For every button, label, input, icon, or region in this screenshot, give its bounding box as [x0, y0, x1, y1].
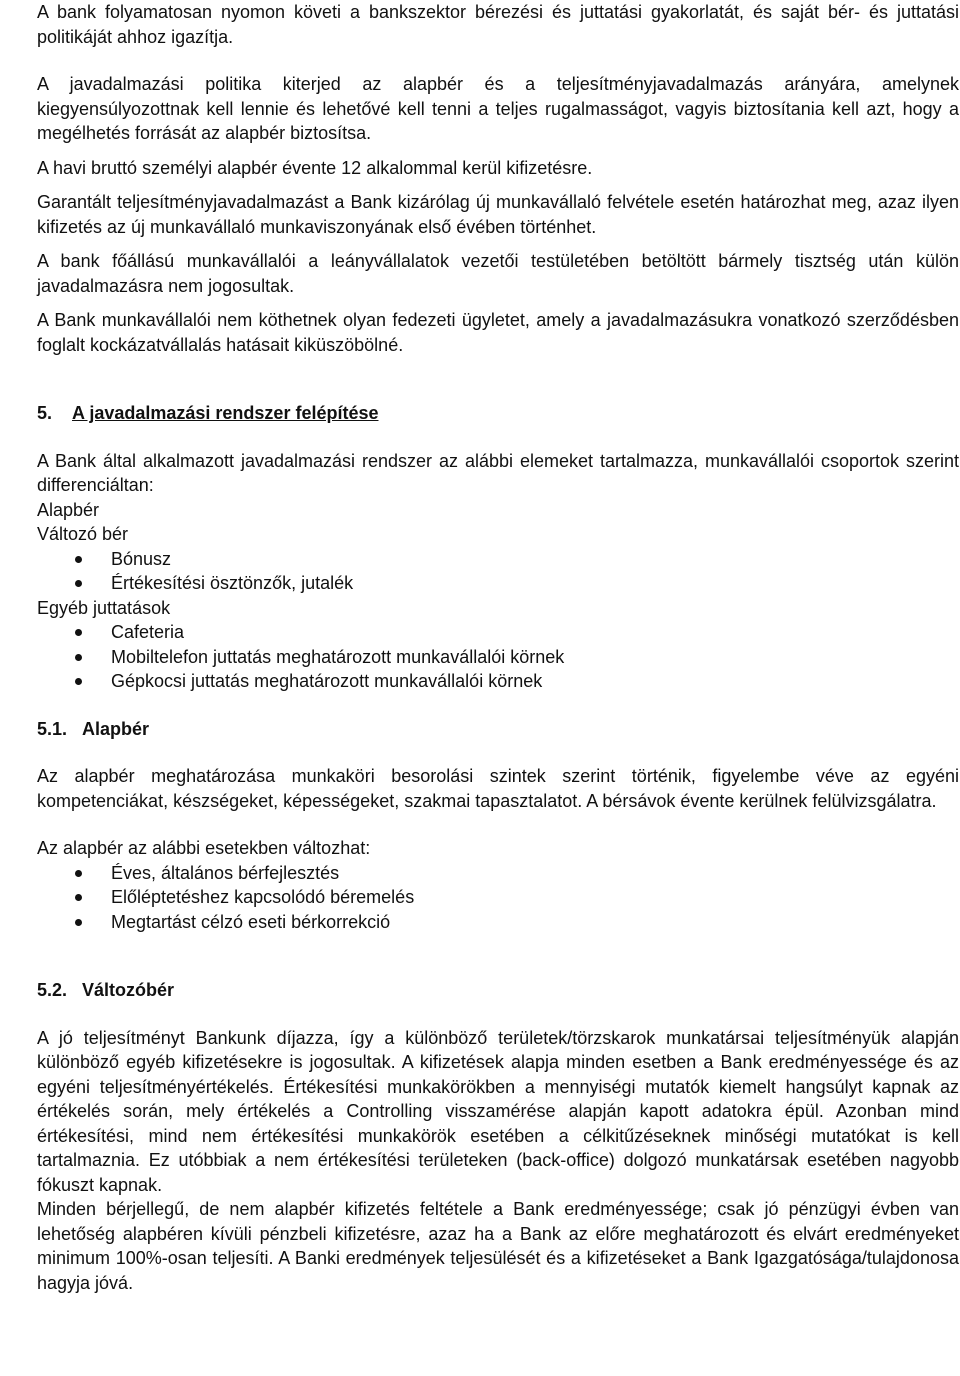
paragraph: Az alapbér meghatározása munkaköri besorolási szintek szerint történik, figyelembe véve az egyéni kompetenciákat, készségeket, képességeket, szakmai tapasztalatot. A bérsávok évente kerülnek felülvizsgálatra.: [37, 766, 959, 811]
paragraph: A jó teljesítményt Bankunk díjazza, így a különböző területek/törzskarok munkatársai teljesítményük alapján különböző egyéb kifizetésekre is jogosultak. A kifizetések alapja minden esetben a Bank eredményessége és az egyéni teljesítményértékelés. Értékesítési munkakörökben a mennyiségi mutatók kiemelt hangsúlyt kapnak az értékelés során, mely értékelés a Controlling visszamérése alapján kapott adatokra épül. Azonban mind értékesítési, mind nem értékesítési munkakörök esetében a célkitűzéseknek minőségi mutatókat is kell tartalmaznia. Ez utóbbiak a nem értékesítési területeken (back-office) dolgozó munkatársak esetében nagyobb fókuszt kapnak.: [37, 1027, 959, 1195]
paragraph: A javadalmazási politika kiterjed az alapbér és a teljesítményjavadalmazás arányára, amelynek kiegyensúlyozottnak kell lennie és lehetővé kell tenni a teljes rugalmasságot, vagyis biztosítania kell azt, hogy a megélhetés forrását az alapbér biztosítsa.: [37, 74, 959, 143]
paragraph: Minden bérjellegű, de nem alapbér kifizetés feltétele a Bank eredményessége; csak jó pénzügyi évben van lehetőség alapbéren kívüli pénzbeli kifizetésre, azaz ha a Bank az előre meghatározott és elvárt eredményeket minimum 100%-osan teljesíti. A Banki eredmények teljesülését és a kifizetéseket a Bank Igazgatósága/tulajdonosa hagyja jóvá.: [37, 1199, 959, 1293]
list-item: Előléptetéshez kapcsolódó béremelés: [37, 885, 959, 910]
paragraph: A Bank munkavállalói nem köthetnek olyan fedezeti ügyletet, amely a javadalmazásukra vonatkozó szerződésben foglalt kockázatvállalás hatásait kiküszöbölné.: [37, 310, 959, 355]
paragraph: A bank főállású munkavállalói a leányvállalatok vezetői testületében betöltött bármely tisztség után külön javadalmazásra nem jogosultak.: [37, 251, 959, 296]
list-item: Éves, általános bérfejlesztés: [37, 861, 959, 886]
section-title: Alapbér: [82, 718, 150, 739]
section-number: 5.2.: [37, 980, 68, 1000]
bullet-list: [37, 547, 959, 596]
section-5-2-heading: [37, 978, 959, 1003]
section-5-heading: [37, 401, 959, 426]
section-5-1-heading: [37, 717, 959, 742]
list-item: Gépkocsi juttatás meghatározott munkavállalói körnek: [37, 669, 959, 694]
list-item: Bónusz: [37, 547, 959, 572]
paragraph: A havi bruttó személyi alapbér évente 12 alkalommal kerül kifizetésre.: [37, 157, 593, 178]
list-heading: Változó bér: [37, 524, 129, 544]
list-item: Cafeteria: [37, 620, 959, 645]
bullet-list: [37, 861, 959, 935]
list-item: Mobiltelefon juttatás meghatározott munkavállalói körnek: [37, 645, 959, 670]
section-title: A javadalmazási rendszer felépítése: [72, 403, 379, 423]
list-item: Megtartást célzó eseti bérkorrekció: [37, 910, 959, 935]
section-number: 5.1.: [37, 718, 68, 739]
list-intro: Az alapbér az alábbi esetekben változhat:: [37, 838, 371, 858]
bullet-list: [37, 620, 959, 694]
list-heading: Alapbér: [37, 499, 100, 520]
section-title: Változóbér: [82, 980, 175, 1000]
section-number: 5.: [37, 403, 53, 423]
document-page: [37, 0, 959, 1295]
section-intro: A Bank által alkalmazott javadalmazási rendszer az alábbi elemeket tartalmazza, munkavállalói csoportok szerint differenciáltan:: [37, 450, 959, 495]
list-item: Értékesítési ösztönzők, jutalék: [37, 571, 959, 596]
list-heading: Egyéb juttatások: [37, 597, 171, 618]
paragraph: Garantált teljesítményjavadalmazást a Bank kizárólag új munkavállaló felvétele esetén határozhat meg, azaz ilyen kifizetés az új munkavállaló munkaviszonyának első évében történhet.: [37, 192, 959, 237]
paragraph: A bank folyamatosan nyomon követi a bankszektor bérezési és juttatási gyakorlatát, és saját bér- és juttatási politikáját ahhoz igazítja.: [37, 2, 959, 47]
